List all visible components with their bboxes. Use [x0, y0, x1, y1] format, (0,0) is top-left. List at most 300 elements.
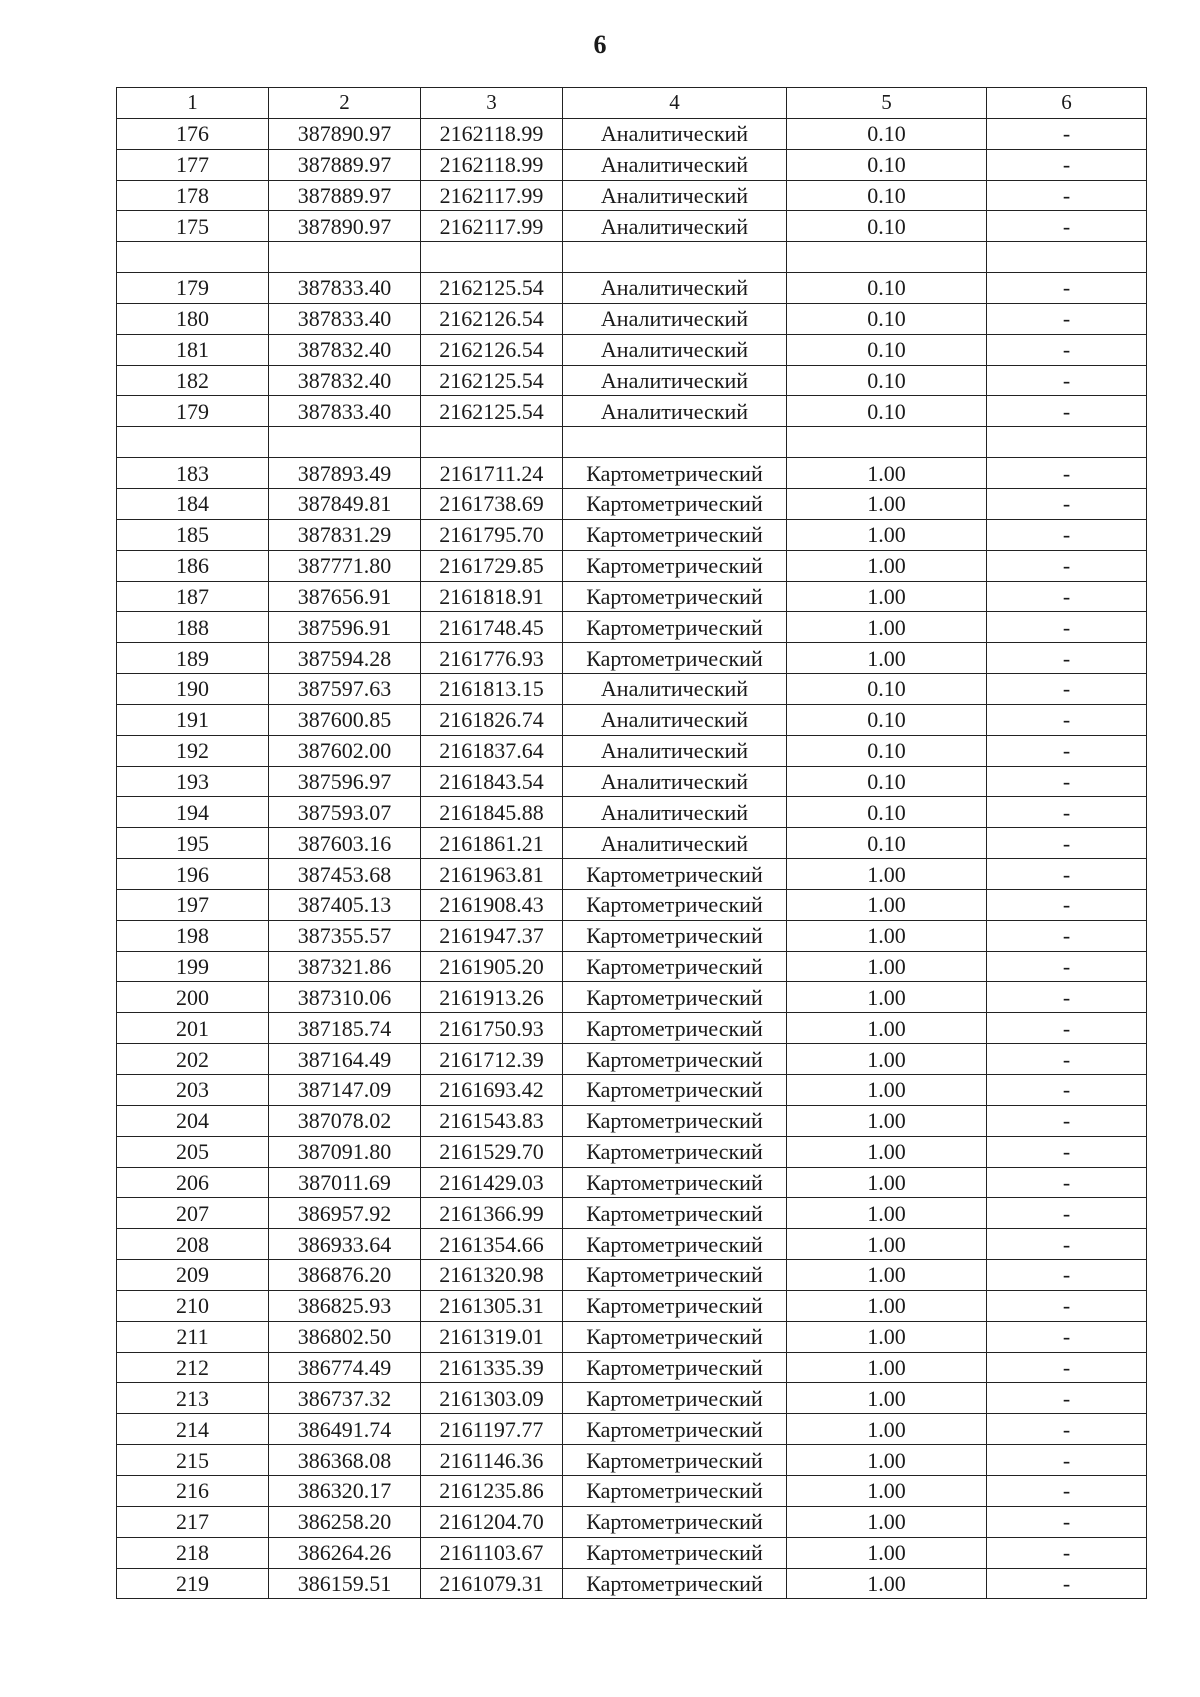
- table-cell: 1.00: [787, 519, 987, 550]
- table-cell: 2161843.54: [421, 766, 563, 797]
- table-cell: -: [987, 982, 1147, 1013]
- table-cell: 183: [117, 458, 269, 489]
- table-cell: 2161913.26: [421, 982, 563, 1013]
- table-cell: -: [987, 1537, 1147, 1568]
- table-cell: 387603.16: [269, 828, 421, 859]
- table-cell: 387833.40: [269, 273, 421, 304]
- table-cell: 1.00: [787, 1013, 987, 1044]
- table-cell: 215: [117, 1445, 269, 1476]
- table-row: [117, 1229, 1147, 1260]
- table-cell: 387596.91: [269, 612, 421, 643]
- table-row: [117, 1475, 1147, 1506]
- table-cell: 1.00: [787, 982, 987, 1013]
- table-cell: 386737.32: [269, 1383, 421, 1414]
- table-cell: 1.00: [787, 1105, 987, 1136]
- table-cell: Картометрический: [563, 1229, 787, 1260]
- table-cell: 2161947.37: [421, 920, 563, 951]
- table-cell: 386774.49: [269, 1352, 421, 1383]
- table-cell: 2162117.99: [421, 211, 563, 242]
- table-row: [117, 1321, 1147, 1352]
- table-cell: 1.00: [787, 612, 987, 643]
- page-number: 6: [593, 30, 607, 59]
- table-row: [117, 1290, 1147, 1321]
- table-cell: -: [987, 118, 1147, 149]
- table-cell: [787, 427, 987, 458]
- table-cell: 1.00: [787, 1136, 987, 1167]
- table-cell: 2162117.99: [421, 180, 563, 211]
- table-cell: Картометрический: [563, 1537, 787, 1568]
- table-cell: 0.10: [787, 273, 987, 304]
- table-cell: 2161319.01: [421, 1321, 563, 1352]
- table-cell: 2161303.09: [421, 1383, 563, 1414]
- table-cell: 387310.06: [269, 982, 421, 1013]
- table-cell: 1.00: [787, 1506, 987, 1537]
- table-row: [117, 1167, 1147, 1198]
- table-row: [117, 149, 1147, 180]
- table-row: [117, 1568, 1147, 1599]
- table-cell: 0.10: [787, 180, 987, 211]
- table-cell: [563, 427, 787, 458]
- table-cell: Картометрический: [563, 1414, 787, 1445]
- table-cell: 2161813.15: [421, 674, 563, 705]
- table-cell: 2161748.45: [421, 612, 563, 643]
- table-cell: 2161529.70: [421, 1136, 563, 1167]
- table-cell: 2161905.20: [421, 951, 563, 982]
- table-row: [117, 1445, 1147, 1476]
- table-cell: 1.00: [787, 1167, 987, 1198]
- table-cell: Аналитический: [563, 334, 787, 365]
- table-cell: 209: [117, 1260, 269, 1291]
- table-cell: -: [987, 519, 1147, 550]
- table-cell: 191: [117, 704, 269, 735]
- table-cell: Картометрический: [563, 889, 787, 920]
- table-cell: 197: [117, 889, 269, 920]
- table-cell: 387185.74: [269, 1013, 421, 1044]
- table-cell: 2162125.54: [421, 365, 563, 396]
- table-cell: Аналитический: [563, 149, 787, 180]
- table-row: [117, 612, 1147, 643]
- table-cell: 387849.81: [269, 488, 421, 519]
- table-cell: 214: [117, 1414, 269, 1445]
- table-row: [117, 365, 1147, 396]
- table-cell: -: [987, 1445, 1147, 1476]
- table-cell: Картометрический: [563, 920, 787, 951]
- table-row: [117, 859, 1147, 890]
- table-cell: 216: [117, 1475, 269, 1506]
- table-cell: 1.00: [787, 488, 987, 519]
- table-cell: Аналитический: [563, 211, 787, 242]
- table-cell: -: [987, 1383, 1147, 1414]
- table-cell: 2161826.74: [421, 704, 563, 735]
- table-row: [117, 458, 1147, 489]
- table-cell: 2161305.31: [421, 1290, 563, 1321]
- table-cell: 387091.80: [269, 1136, 421, 1167]
- table-cell: 2162126.54: [421, 334, 563, 365]
- table-cell: 387355.57: [269, 920, 421, 951]
- table-row: [117, 1352, 1147, 1383]
- table-cell: 188: [117, 612, 269, 643]
- table-cell: 193: [117, 766, 269, 797]
- table-cell: 387656.91: [269, 581, 421, 612]
- table-cell: 1.00: [787, 920, 987, 951]
- table-cell: Аналитический: [563, 674, 787, 705]
- column-header: 3: [421, 88, 563, 119]
- table-cell: 2161729.85: [421, 550, 563, 581]
- table-row: [117, 704, 1147, 735]
- table-cell: 199: [117, 951, 269, 982]
- table-row: [117, 735, 1147, 766]
- table-cell: -: [987, 396, 1147, 427]
- table-body: [117, 118, 1147, 1599]
- table-cell: -: [987, 1352, 1147, 1383]
- table-cell: 0.10: [787, 704, 987, 735]
- table-cell: Картометрический: [563, 1136, 787, 1167]
- table-cell: Картометрический: [563, 458, 787, 489]
- table-cell: 2161837.64: [421, 735, 563, 766]
- table-cell: 387596.97: [269, 766, 421, 797]
- table-cell: 387164.49: [269, 1044, 421, 1075]
- table-cell: 387321.86: [269, 951, 421, 982]
- table-cell: 1.00: [787, 1475, 987, 1506]
- table-cell: 211: [117, 1321, 269, 1352]
- table-cell: Картометрический: [563, 1198, 787, 1229]
- table-cell: 208: [117, 1229, 269, 1260]
- table-cell: 2161320.98: [421, 1260, 563, 1291]
- table-cell: 217: [117, 1506, 269, 1537]
- table-cell: Картометрический: [563, 1105, 787, 1136]
- table-cell: -: [987, 1167, 1147, 1198]
- table-cell: 195: [117, 828, 269, 859]
- table-cell: 190: [117, 674, 269, 705]
- table-cell: 387453.68: [269, 859, 421, 890]
- table-cell: 177: [117, 149, 269, 180]
- table-cell: 386825.93: [269, 1290, 421, 1321]
- table-cell: 2161079.31: [421, 1568, 563, 1599]
- table-cell: -: [987, 458, 1147, 489]
- table-cell: 386159.51: [269, 1568, 421, 1599]
- table-cell: 1.00: [787, 1383, 987, 1414]
- table-row: [117, 1075, 1147, 1106]
- table-row: [117, 766, 1147, 797]
- table-cell: 181: [117, 334, 269, 365]
- table-cell: 0.10: [787, 118, 987, 149]
- table-cell: 387832.40: [269, 334, 421, 365]
- table-cell: 204: [117, 1105, 269, 1136]
- table-cell: 2161818.91: [421, 581, 563, 612]
- table-cell: 0.10: [787, 211, 987, 242]
- table-cell: 219: [117, 1568, 269, 1599]
- table-cell: 0.10: [787, 334, 987, 365]
- table-cell: 2161429.03: [421, 1167, 563, 1198]
- table-cell: [563, 242, 787, 273]
- table-cell: 2161750.93: [421, 1013, 563, 1044]
- table-cell: -: [987, 581, 1147, 612]
- table-cell: 184: [117, 488, 269, 519]
- table-cell: -: [987, 1475, 1147, 1506]
- table-row: [117, 242, 1147, 273]
- table-row: [117, 1537, 1147, 1568]
- table-row: [117, 1198, 1147, 1229]
- table-cell: 2162118.99: [421, 149, 563, 180]
- table-cell: 2161712.39: [421, 1044, 563, 1075]
- table-cell: 386802.50: [269, 1321, 421, 1352]
- table-cell: -: [987, 612, 1147, 643]
- table-cell: Картометрический: [563, 1352, 787, 1383]
- table-cell: 210: [117, 1290, 269, 1321]
- table-cell: 182: [117, 365, 269, 396]
- table-cell: 2161235.86: [421, 1475, 563, 1506]
- table-cell: Картометрический: [563, 1321, 787, 1352]
- table-row: [117, 211, 1147, 242]
- column-header: 1: [117, 88, 269, 119]
- table-cell: -: [987, 951, 1147, 982]
- table-cell: 179: [117, 273, 269, 304]
- table-row: [117, 920, 1147, 951]
- table-cell: 2161845.88: [421, 797, 563, 828]
- table-cell: -: [987, 1013, 1147, 1044]
- table-cell: Аналитический: [563, 273, 787, 304]
- table-row: [117, 889, 1147, 920]
- table-cell: 179: [117, 396, 269, 427]
- table-cell: [987, 242, 1147, 273]
- table-cell: -: [987, 1568, 1147, 1599]
- table-row: [117, 1105, 1147, 1136]
- table-cell: [421, 242, 563, 273]
- table-cell: 1.00: [787, 1198, 987, 1229]
- table-cell: Картометрический: [563, 1475, 787, 1506]
- table-cell: 386957.92: [269, 1198, 421, 1229]
- table-cell: 2161693.42: [421, 1075, 563, 1106]
- table-row: [117, 1383, 1147, 1414]
- column-header: 4: [563, 88, 787, 119]
- table-row: [117, 1414, 1147, 1445]
- table-cell: Аналитический: [563, 303, 787, 334]
- table-cell: -: [987, 303, 1147, 334]
- table-row: [117, 674, 1147, 705]
- table-cell: Картометрический: [563, 951, 787, 982]
- table-cell: 206: [117, 1167, 269, 1198]
- table-cell: Картометрический: [563, 643, 787, 674]
- table-cell: 200: [117, 982, 269, 1013]
- table-cell: Картометрический: [563, 1506, 787, 1537]
- table-cell: 387011.69: [269, 1167, 421, 1198]
- table-cell: 1.00: [787, 1044, 987, 1075]
- table-cell: 1.00: [787, 1321, 987, 1352]
- table-cell: 189: [117, 643, 269, 674]
- table-row: [117, 982, 1147, 1013]
- column-header: 5: [787, 88, 987, 119]
- table-cell: 2162125.54: [421, 396, 563, 427]
- table-cell: 386491.74: [269, 1414, 421, 1445]
- table-cell: 2161861.21: [421, 828, 563, 859]
- table-cell: 187: [117, 581, 269, 612]
- table-row: [117, 1013, 1147, 1044]
- table-cell: Аналитический: [563, 735, 787, 766]
- table-cell: 1.00: [787, 1414, 987, 1445]
- table-cell: Аналитический: [563, 118, 787, 149]
- table-cell: 2162126.54: [421, 303, 563, 334]
- table-cell: -: [987, 488, 1147, 519]
- table-cell: 387893.49: [269, 458, 421, 489]
- table-cell: -: [987, 828, 1147, 859]
- table-cell: Картометрический: [563, 1260, 787, 1291]
- table-cell: 207: [117, 1198, 269, 1229]
- table-cell: 0.10: [787, 149, 987, 180]
- table-cell: -: [987, 365, 1147, 396]
- table-row: [117, 303, 1147, 334]
- table-cell: 2161543.83: [421, 1105, 563, 1136]
- table-cell: 202: [117, 1044, 269, 1075]
- table-cell: -: [987, 643, 1147, 674]
- table-cell: Картометрический: [563, 1075, 787, 1106]
- table-cell: -: [987, 1260, 1147, 1291]
- table-cell: 387889.97: [269, 149, 421, 180]
- table-cell: 213: [117, 1383, 269, 1414]
- table-cell: 1.00: [787, 859, 987, 890]
- table-cell: Картометрический: [563, 519, 787, 550]
- table-cell: [421, 427, 563, 458]
- table-cell: -: [987, 180, 1147, 211]
- table-cell: 0.10: [787, 303, 987, 334]
- table-row: [117, 1044, 1147, 1075]
- table-cell: Картометрический: [563, 1445, 787, 1476]
- table-cell: 192: [117, 735, 269, 766]
- table-cell: 2161908.43: [421, 889, 563, 920]
- table-row: [117, 180, 1147, 211]
- table-cell: 0.10: [787, 766, 987, 797]
- table-cell: -: [987, 1044, 1147, 1075]
- table-cell: 387405.13: [269, 889, 421, 920]
- table-cell: Картометрический: [563, 612, 787, 643]
- table-cell: -: [987, 859, 1147, 890]
- table-cell: -: [987, 1414, 1147, 1445]
- table-cell: 2161146.36: [421, 1445, 563, 1476]
- table-row: [117, 797, 1147, 828]
- table-cell: 0.10: [787, 797, 987, 828]
- table-row: [117, 118, 1147, 149]
- table-row: [117, 334, 1147, 365]
- table-cell: 387597.63: [269, 674, 421, 705]
- table-cell: 2161738.69: [421, 488, 563, 519]
- table-cell: Аналитический: [563, 704, 787, 735]
- table-cell: 387594.28: [269, 643, 421, 674]
- table-cell: -: [987, 704, 1147, 735]
- table-cell: Картометрический: [563, 1167, 787, 1198]
- table-cell: 212: [117, 1352, 269, 1383]
- table-cell: 387593.07: [269, 797, 421, 828]
- table-cell: 178: [117, 180, 269, 211]
- table-cell: 1.00: [787, 1229, 987, 1260]
- table-cell: -: [987, 1290, 1147, 1321]
- table-cell: 2161366.99: [421, 1198, 563, 1229]
- table-cell: [269, 242, 421, 273]
- table-cell: 387771.80: [269, 550, 421, 581]
- column-header: 6: [987, 88, 1147, 119]
- table-cell: 176: [117, 118, 269, 149]
- table-cell: Аналитический: [563, 766, 787, 797]
- table-cell: 1.00: [787, 1352, 987, 1383]
- table-cell: Аналитический: [563, 797, 787, 828]
- table-cell: 0.10: [787, 735, 987, 766]
- table-cell: 175: [117, 211, 269, 242]
- table-cell: 2161711.24: [421, 458, 563, 489]
- table-cell: 387833.40: [269, 303, 421, 334]
- table-cell: -: [987, 1075, 1147, 1106]
- table-row: [117, 828, 1147, 859]
- table-row: [117, 581, 1147, 612]
- table-cell: 2161963.81: [421, 859, 563, 890]
- table-cell: Картометрический: [563, 1568, 787, 1599]
- table-cell: -: [987, 334, 1147, 365]
- table-cell: 2162118.99: [421, 118, 563, 149]
- table-cell: Картометрический: [563, 1013, 787, 1044]
- table-cell: 1.00: [787, 1290, 987, 1321]
- column-header: 2: [269, 88, 421, 119]
- table-cell: Аналитический: [563, 828, 787, 859]
- table-cell: Аналитический: [563, 396, 787, 427]
- table-cell: 387889.97: [269, 180, 421, 211]
- table-cell: -: [987, 920, 1147, 951]
- table-cell: 386258.20: [269, 1506, 421, 1537]
- table-cell: 1.00: [787, 1568, 987, 1599]
- table-row: [117, 1260, 1147, 1291]
- table-cell: 1.00: [787, 951, 987, 982]
- table-header-row: [117, 88, 1147, 119]
- table-cell: 201: [117, 1013, 269, 1044]
- table-cell: 1.00: [787, 1260, 987, 1291]
- table-row: [117, 427, 1147, 458]
- table-cell: 386264.26: [269, 1537, 421, 1568]
- table-row: [117, 951, 1147, 982]
- table-cell: 0.10: [787, 365, 987, 396]
- table-cell: 387890.97: [269, 211, 421, 242]
- table-cell: Картометрический: [563, 488, 787, 519]
- table-row: [117, 1506, 1147, 1537]
- table-cell: -: [987, 735, 1147, 766]
- table-cell: 196: [117, 859, 269, 890]
- table-cell: 1.00: [787, 1445, 987, 1476]
- table-cell: 387833.40: [269, 396, 421, 427]
- table-cell: 0.10: [787, 674, 987, 705]
- table-cell: -: [987, 1506, 1147, 1537]
- table-cell: [117, 427, 269, 458]
- table-cell: 2161204.70: [421, 1506, 563, 1537]
- table-cell: [269, 427, 421, 458]
- table-cell: -: [987, 550, 1147, 581]
- table-cell: -: [987, 766, 1147, 797]
- table-cell: 2161335.39: [421, 1352, 563, 1383]
- table-cell: Картометрический: [563, 581, 787, 612]
- table-cell: Картометрический: [563, 982, 787, 1013]
- table-cell: -: [987, 273, 1147, 304]
- table-cell: 1.00: [787, 1075, 987, 1106]
- table-cell: [987, 427, 1147, 458]
- table-cell: Аналитический: [563, 180, 787, 211]
- table-cell: -: [987, 1229, 1147, 1260]
- table-cell: 2161795.70: [421, 519, 563, 550]
- table-cell: -: [987, 1321, 1147, 1352]
- coordinates-table: [116, 87, 1147, 1599]
- table-cell: Аналитический: [563, 365, 787, 396]
- table-cell: -: [987, 1136, 1147, 1167]
- table-cell: [787, 242, 987, 273]
- table-cell: 2161197.77: [421, 1414, 563, 1445]
- table-cell: 386368.08: [269, 1445, 421, 1476]
- table-row: [117, 643, 1147, 674]
- table-cell: 386876.20: [269, 1260, 421, 1291]
- table-cell: 0.10: [787, 828, 987, 859]
- table-cell: 1.00: [787, 889, 987, 920]
